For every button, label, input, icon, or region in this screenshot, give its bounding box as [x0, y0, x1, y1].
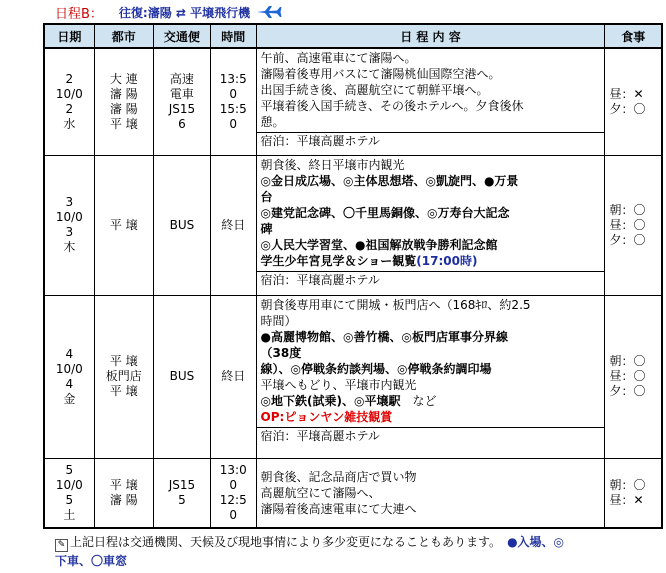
meals-cell: 朝：〇 昼：〇 夕：〇: [605, 155, 662, 295]
pencil-icon: ✎: [55, 539, 68, 552]
date-cell: 2 10/0 2 水: [44, 48, 94, 155]
itinerary-cell: 朝食後、記念品商店で買い物 高麗航空にて瀋陽へ、 瀋陽着後高速電車にて大連へ: [256, 458, 605, 528]
table-row: [44, 155, 662, 295]
table-row: [44, 295, 662, 458]
time-cell: 13:0 0 12:5 0: [210, 458, 256, 528]
city-cell: 大 連 瀋 陽 瀋 陽 平 壌: [94, 48, 153, 155]
stay-info: 宿泊：平壌高麗ホテル: [257, 132, 605, 149]
transport-cell: BUS: [153, 155, 210, 295]
stay-info: 宿泊：平壌高麗ホテル: [257, 271, 605, 288]
itinerary-cell: 朝食後、終日平壌市内観光 ◎金日成広場、◎主体思想塔、◎凱旋門、●万景 台 ◎建党記念碑、〇千里馬銅像、◎万寿台大記念 碑 ◎人民大学習堂、●祖国解放戦争勝利記念館 学生少年宮見学＆ショー観覧(17:00時) 宿泊：平壌高麗ホテル: [256, 155, 605, 295]
date-cell: 5 10/0 5 土: [44, 458, 94, 528]
time-cell: 終日: [210, 155, 256, 295]
optional-tour: OP:ピョンヤン雑技観賞: [260, 409, 393, 424]
schedule-header: [55, 3, 282, 21]
city-cell: 平 壌: [94, 155, 153, 295]
header-transport: 交通便: [153, 24, 210, 48]
itinerary-cell: 朝食後専用車にて開城・板門店へ（168ｷﾛ、約2.5 時間） ●高麗博物館、◎善竹橋、◎板門店軍事分界線 （38度 線）、◎停戦条約談判場、◎停戦条約調印場 平壌へもどり、平壌市内観光 ◎地下鉄(試乗)、◎平壌駅 など OP:ピョンヤン雑技観賞 宿泊：平壌高麗ホテル: [256, 295, 605, 458]
date-cell: 3 10/0 3 木: [44, 155, 94, 295]
transport-cell: JS15 5: [153, 458, 210, 528]
route-label: 往復:瀋陽 ⇄ 平壌飛行機: [118, 5, 251, 20]
meals-cell: 朝：〇 昼：〇 夕：〇: [605, 295, 662, 458]
time-cell: 13:5 0 15:5 0: [210, 48, 256, 155]
header-date: 日期: [44, 24, 94, 48]
table-row: [44, 458, 662, 528]
date-cell: 4 10/0 4 金: [44, 295, 94, 458]
city-cell: 平 壌 板門店 平 壌: [94, 295, 153, 458]
time-cell: 終日: [210, 295, 256, 458]
city-cell: 平 壌 瀋 陽: [94, 458, 153, 528]
stay-info: 宿泊：平壌高麗ホテル: [257, 427, 605, 444]
itinerary-cell: 午前、高速電車にて瀋陽へ。 瀋陽着後専用バスにて瀋陽桃仙国際空港へ。 出国手続き後、高麗航空にて朝鮮平壌へ。 平壌着後入国手続き、その後ホテルへ。夕食後休 憩。 宿泊：平壌高麗ホテル: [256, 48, 605, 155]
table-row: [44, 48, 662, 155]
schedule-title: 日程B：: [55, 6, 103, 22]
schedule-table: [43, 23, 663, 529]
meals-cell: 昼：✕ 夕：〇: [605, 48, 662, 155]
transport-cell: 高速 電車 JS15 6: [153, 48, 210, 155]
header-time: 時間: [210, 24, 256, 48]
meals-cell: 朝：〇 昼：✕: [605, 458, 662, 528]
header-city: 都市: [94, 24, 153, 48]
table-header-row: [44, 24, 662, 48]
header-itinerary: 日 程 内 容: [256, 24, 605, 48]
header-meals: 食事: [605, 24, 662, 48]
transport-cell: BUS: [153, 295, 210, 458]
airplane-icon: [256, 5, 282, 19]
footer-note: ✎ 上記日程は交通機関、天候及び現地事情により多少変更になることもあります。 ●入場、◎ 下車、〇車窓: [55, 535, 565, 568]
